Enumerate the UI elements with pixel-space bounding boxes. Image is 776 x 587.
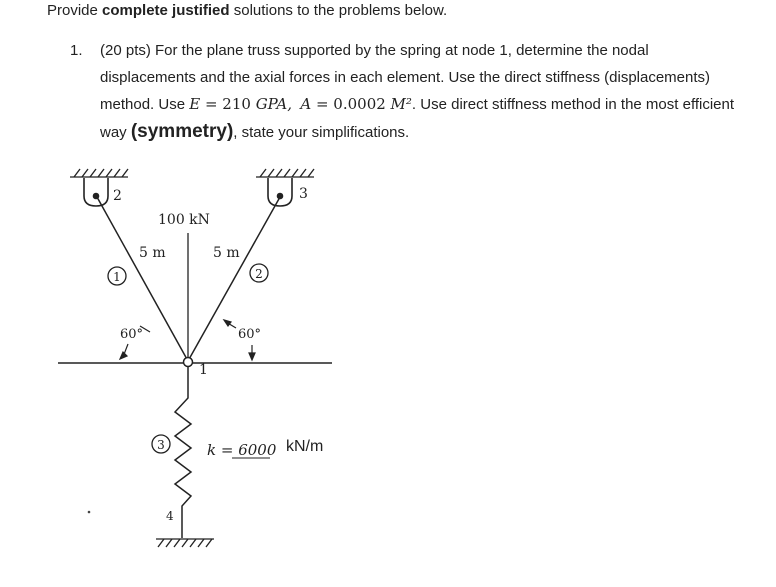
right-pin-support: [268, 178, 292, 206]
node-2-label: 2: [113, 188, 122, 204]
element-2-label: 2: [255, 267, 263, 281]
left-support-ground: [70, 169, 128, 177]
element-1-marker: [108, 267, 126, 285]
instructions-text-end: solutions to the problems below.: [229, 2, 448, 19]
angle-right-label: 60°: [238, 327, 262, 342]
line3-text: method. Use: [100, 96, 190, 113]
stray-dot: [88, 511, 91, 514]
spring-stiffness-label: k = 6000: [207, 441, 277, 459]
spring-units-label: kN/m: [286, 438, 324, 455]
element-2-marker: [250, 264, 268, 282]
node-1-label: 1: [199, 362, 208, 378]
problem-number: 1.: [70, 42, 83, 59]
line4-text-end: , state your simplifications.: [233, 123, 410, 141]
symbol-a: A: [300, 95, 312, 113]
symmetry-emphasis: (symmetry): [130, 120, 234, 142]
bottom-support-ground: [156, 539, 214, 547]
node-3-label: 3: [299, 186, 308, 202]
length-right-label: 5 m: [213, 245, 240, 261]
modulus-value: = 210: [200, 95, 256, 113]
load-label: 100 kN: [158, 212, 210, 228]
line3-text-end: . Use direct stiffness method in the most efficient: [411, 96, 735, 113]
left-pin-support: [84, 178, 108, 206]
node-1-joint: [184, 358, 193, 367]
length-left-label: 5 m: [139, 245, 166, 261]
symbol-e: E: [189, 95, 201, 113]
statement-line-1: (20 pts) For the plane truss supported by the spring at node 1, determine the nodal: [100, 42, 649, 59]
line4-text: way: [100, 123, 131, 141]
element-1-label: 1: [113, 270, 121, 284]
spring-element: [175, 367, 191, 538]
instructions-bold: complete justified: [102, 2, 230, 19]
area-unit: M²: [390, 95, 412, 113]
modulus-unit: GPA,: [255, 95, 292, 113]
right-support-ground: [256, 169, 314, 177]
node-4-label: 4: [166, 509, 174, 523]
statement-line-2: displacements and the axial forces in each element. Use the direct stiffness (displacements): [100, 68, 711, 86]
element-3-marker: [152, 435, 170, 453]
instructions-text: Provide: [47, 2, 103, 19]
angle-left-label: 60°: [120, 327, 144, 342]
element-3-label: 3: [157, 438, 165, 452]
area-value: = 0.0002: [311, 95, 391, 113]
